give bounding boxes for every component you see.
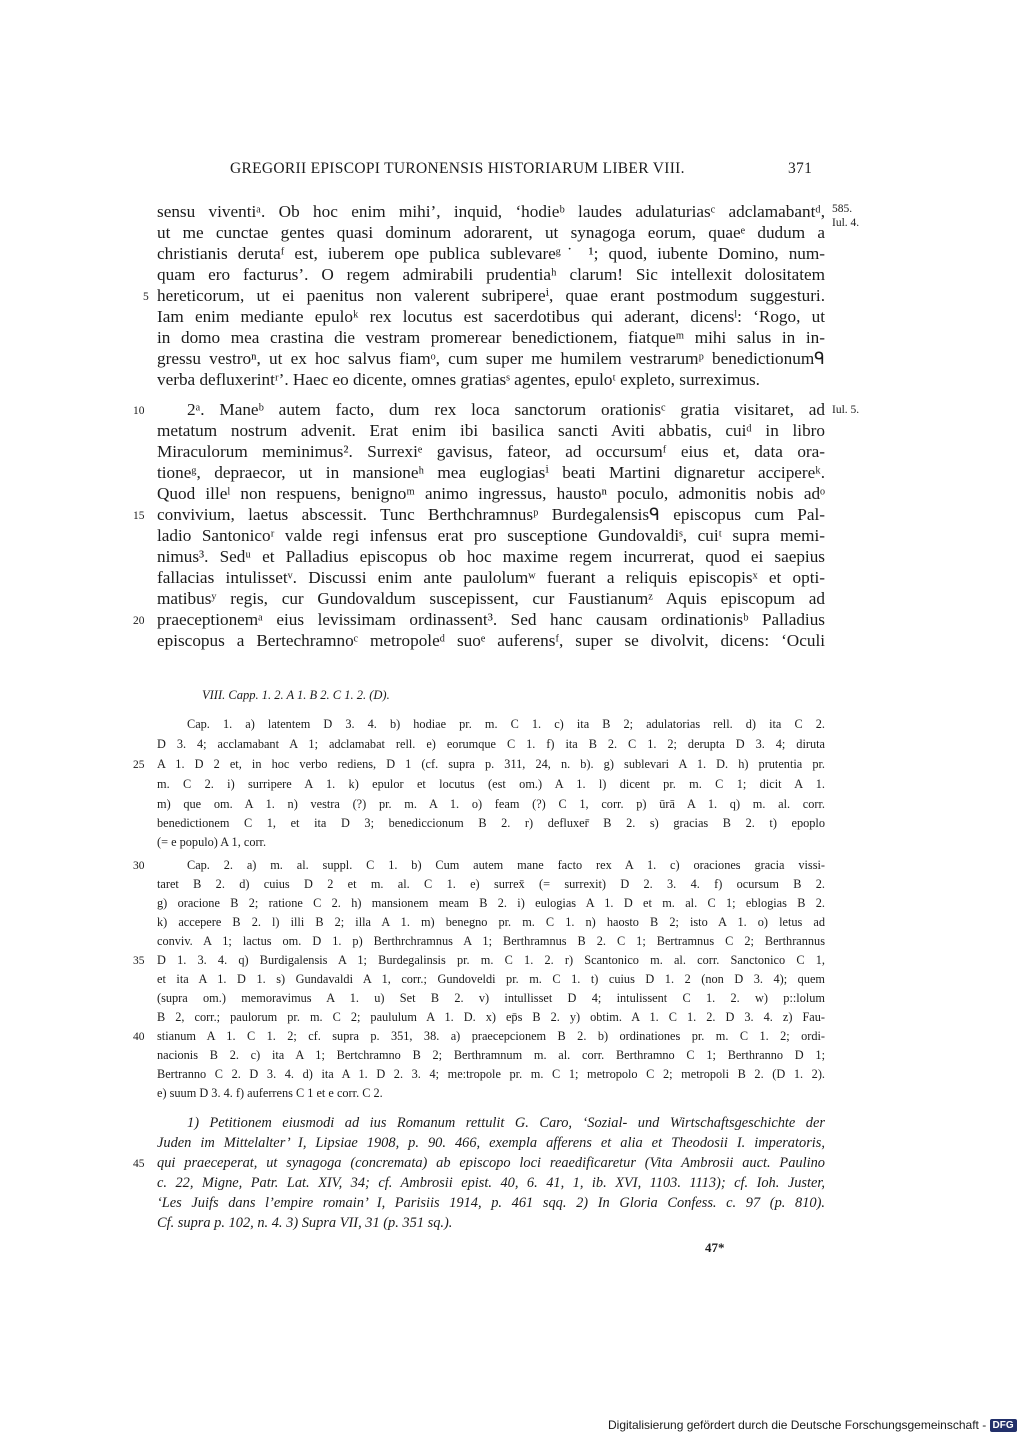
line-number: 15 (133, 510, 145, 522)
footnote-line: Cf. supra p. 102, n. 4. 3) Supra VII, 31 (p. 351 sq.). (157, 1215, 453, 1231)
margin-date-iul-5: Iul. 5. (832, 404, 860, 416)
main-line: metatum nostrum advenit. Erat enim ibi basilica sancti Aviti abbatis, cuiᵈ in libro (157, 421, 825, 440)
apparatus-line: D 1. 3. 4. q) Burdigalensis A 1; Burdegalinsis pr. m. C 1. 2. r) Scantonico m. al. corr. Sanctonico C 1, (157, 953, 825, 967)
main-line: Quod illeˡ non respuens, benignoᵐ animo ingressus, haustoⁿ poculo, admonitis nobis adᵒ (157, 484, 825, 503)
main-line: Iam enim mediante epuloᵏ rex locutus est sacerdotibus qui aderant, dicensˡ: ‘Rogo, ut (157, 307, 825, 326)
footnote-line: c. 22, Migne, Patr. Lat. XIV, 34; cf. Ambrosii epist. 40, 6. 41, 1, ib. XVI, 1103. 1113); cf. Ioh. Juster, (157, 1175, 825, 1191)
main-line: ladio Santonicoʳ valde regi infensus erat pro susceptione Gundovaldiˢ, cuiᵗ supra memi- (157, 526, 825, 545)
main-line: quam ero facturus’. O regem admirabili prudentiaʰ clarum! Sic intellexit dolositatem (157, 265, 825, 284)
apparatus-line: Cap. 2. a) m. al. suppl. C 1. b) Cum autem mane facto rex A 1. c) oraciones gracia vissi- (187, 858, 825, 872)
footnote-line: 1) Petitionem eiusmodi ad ius Romanum rettulit G. Caro, ‘Sozial- und Wirtschaftsgeschichte der (187, 1115, 825, 1131)
apparatus-line: (supra om.) memoravimus A 1. u) Set B 2. v) intullisset D 4; intulissent C 1. 2. w) p::lolum (157, 991, 825, 1005)
margin-year: 585. (832, 203, 853, 215)
manuscript-sigla: VIII. Capp. 1. 2. A 1. B 2. C 1. 2. (D). (202, 688, 390, 702)
apparatus-line: taret B 2. d) cuius D 2 et m. al. C 1. e) surrex̄ (= surrexit) D 2. 3. 4. f) ocursum B 2. (157, 877, 825, 891)
apparatus-line: D 3. 4; acclamabant A 1; adclamabat rell. e) eorumque C 1. f) ita B 2. C 1. 2; derupta D 3. 4; diruta (157, 737, 825, 751)
apparatus-line: nacionis B 2. c) ita A 1; Bertchramno B 2; Berthramnum m. al. corr. Berthramno C 1; Berthranno D 1; (157, 1048, 825, 1062)
main-line: 2ᵃ. Maneᵇ autem facto, dum rex loca sanctorum orationisᶜ gratia visitaret, ad (187, 400, 825, 419)
main-line: tioneᵍ, depraecor, ut in mansioneʰ mea euglogiasⁱ beati Martini dignaretur accipereᵏ. (157, 463, 825, 482)
main-line: matibusʸ regis, cur Gundovaldum suscepissent, cur Faustianumᶻ Aquis episcopum ad (157, 589, 825, 608)
signature-mark: 47* (705, 1240, 725, 1255)
apparatus-line: B 2, corr.; paulorum pr. m. C 2; paululum A 1. D. x) ep̄s B 2. y) obtim. A 1. C 1. 2. D 3. 4. z) Fau- (157, 1010, 825, 1024)
main-line: verba defluxerintʳ’. Haec eo dicente, omnes gratiasˢ agentes, epuloᵗ expleto, surreximus. (157, 370, 760, 389)
footnote-line: qui praeceperat, ut synagoga (concremata) ab episcopo loci reaedificaretur (Vita Ambrosii auct. Paulino (157, 1155, 825, 1171)
page-number: 371 (788, 160, 813, 177)
main-line: in domo mea crastina die vestram promerear benedictionem, fiatqueᵐ mihi salus in in- (157, 328, 825, 347)
apparatus-line: e) suum D 3. 4. f) auferrens C 1 et e corr. C 2. (157, 1086, 383, 1100)
line-number: 20 (133, 615, 145, 627)
main-line: hereticorum, ut ei paenitus non valerent subripereⁱ, quae erant postmodum suggesturi. (157, 286, 825, 305)
digitization-credit (608, 1418, 1017, 1432)
line-number: 10 (133, 405, 145, 417)
line-number: 30 (133, 860, 145, 872)
margin-date-iul-4: Iul. 4. (832, 217, 860, 229)
line-number: 40 (133, 1031, 145, 1043)
footnote-line: Juden im Mittelalter’ I, Lipsiae 1908, p. 90. 466, exempla afferens et alia et Theodosii I. imperatoris, (157, 1135, 825, 1151)
apparatus-line: k) accepere B 2. l) illi B 2; illa A 1. m) benegno pr. m. C 1. n) haosto B 2; isto A 1. o) letus ad (157, 915, 825, 929)
apparatus-line: m. C 2. i) surripere A 1. k) epulor et locutus (est om.) A 1. l) dicent pr. m. C 1; dicit A 1. (157, 777, 825, 791)
main-line: christianis derutaᶠ est, iuberem ope publica sublevareᵍ˙ ¹; quod, iubente Domino, num- (157, 244, 825, 263)
footnote-line: ‘Les Juifs dans l’empire romain’ I, Parisiis 1914, p. 461 sqq. 2) In Gloria Confess. c. 97 (p. 810). (157, 1195, 825, 1211)
main-line: fallacias intulissetᵛ. Discussi enim ante paulolumʷ fuerant a reliquis episcopisˣ et opti- (157, 568, 825, 587)
main-line: Miraculorum meminimus². Surrexiᵉ gavisus, fateor, ad occursumᶠ eius et, data ora- (157, 442, 825, 461)
apparatus-line: g) oracione B 2; ratione C 2. h) mansionem meam B 2. i) eulogias A 1. D et m. al. C 1; eblogias B 2. (157, 896, 825, 910)
dfg-logo: DFG (990, 1419, 1017, 1432)
line-number: 35 (133, 955, 145, 967)
running-title: GREGORII EPISCOPI TURONENSIS HISTORIARUM LIBER VIII. (230, 160, 685, 177)
apparatus-line: (= e populo) A 1, corr. (157, 835, 267, 849)
apparatus-line: stianum A 1. C 1. 2; cf. supra p. 351, 38. a) praecepcionem B 2. b) ordinationes pr. m. C 1. 2; ordi- (157, 1029, 825, 1043)
main-line: nimus³. Sedᵘ et Palladius episcopus ob hoc maxime regem incurrerat, quod ei saepius (157, 547, 825, 566)
digitization-credit-text: Digitalisierung gefördert durch die Deutsche Forschungsgemeinschaft - (608, 1418, 987, 1432)
line-number: 45 (133, 1158, 145, 1170)
apparatus-line: conviv. A 1; lactus om. D 1. p) Berthrchramnus A 1; Berthramnus B 2. C 1; Bertramnus C 2; Berthrannus (157, 934, 825, 948)
main-line: convivium, laetus abscessit. Tunc Berthchramnusᵖ Burdegalensisᑫ episcopus cum Pal- (157, 505, 825, 524)
apparatus-line: Cap. 1. a) latentem D 3. 4. b) hodiae pr. m. C 1. c) ita B 2; adulatorias rell. d) ita C 2. (187, 717, 825, 731)
apparatus-line: A 1. D 2 et, in hoc verbo rediens, D 1 (cf. supra p. 311, 24, n. b). g) sublevari A 1. D. h) prutentia pr. (157, 757, 825, 771)
main-line: gressu vestroⁿ, ut ex hoc salvus fiamᵒ, cum super me humilem vestrarumᵖ benedictionumᑫ (157, 349, 825, 368)
line-number: 25 (133, 759, 145, 771)
main-line: praeceptionemᵃ eius levissimam ordinassent³. Sed hanc causam ordinationisᵇ Palladius (157, 610, 825, 629)
apparatus-line: benedictionem C 1, et ita D 3; benediccionum B 2. r) defluxer̄ B 2. s) gracias B 2. t) epoplo (157, 816, 825, 830)
line-number: 5 (143, 291, 149, 303)
main-line: episcopus a Bertechramnoᶜ metropoleᵈ suoᵉ auferensᶠ, super se divolvit, dicens: ‘Oculi (157, 631, 825, 650)
apparatus-line: m) que om. A 1. n) vestra (?) pr. m. A 1. o) feam (?) C 1, corr. p) ūrā A 1. q) m. al. corr. (157, 797, 825, 811)
main-line: sensu viventiᵃ. Ob hoc enim mihi’, inquid, ‘hodieᵇ laudes adulaturiasᶜ adclamabantᵈ, (157, 202, 825, 221)
apparatus-line: Bertranno C 2. D 3. 4. d) ita A 1. D 2. 3. 4; me:tropole pr. m. C 1; metropolo C 2; metropoli B 2. (D 1. 2). (157, 1067, 825, 1081)
apparatus-line: et ita A 1. D 1. s) Gundavaldi A 1, corr.; Gundoveldi pr. m. C 1. t) cuius D 1. 2 (non D 3. 4); quem (157, 972, 825, 986)
main-line: ut me cunctae gentes quasi dominum adorarent, ut synagoga eorum, quaeᵉ dudum a (157, 223, 825, 242)
